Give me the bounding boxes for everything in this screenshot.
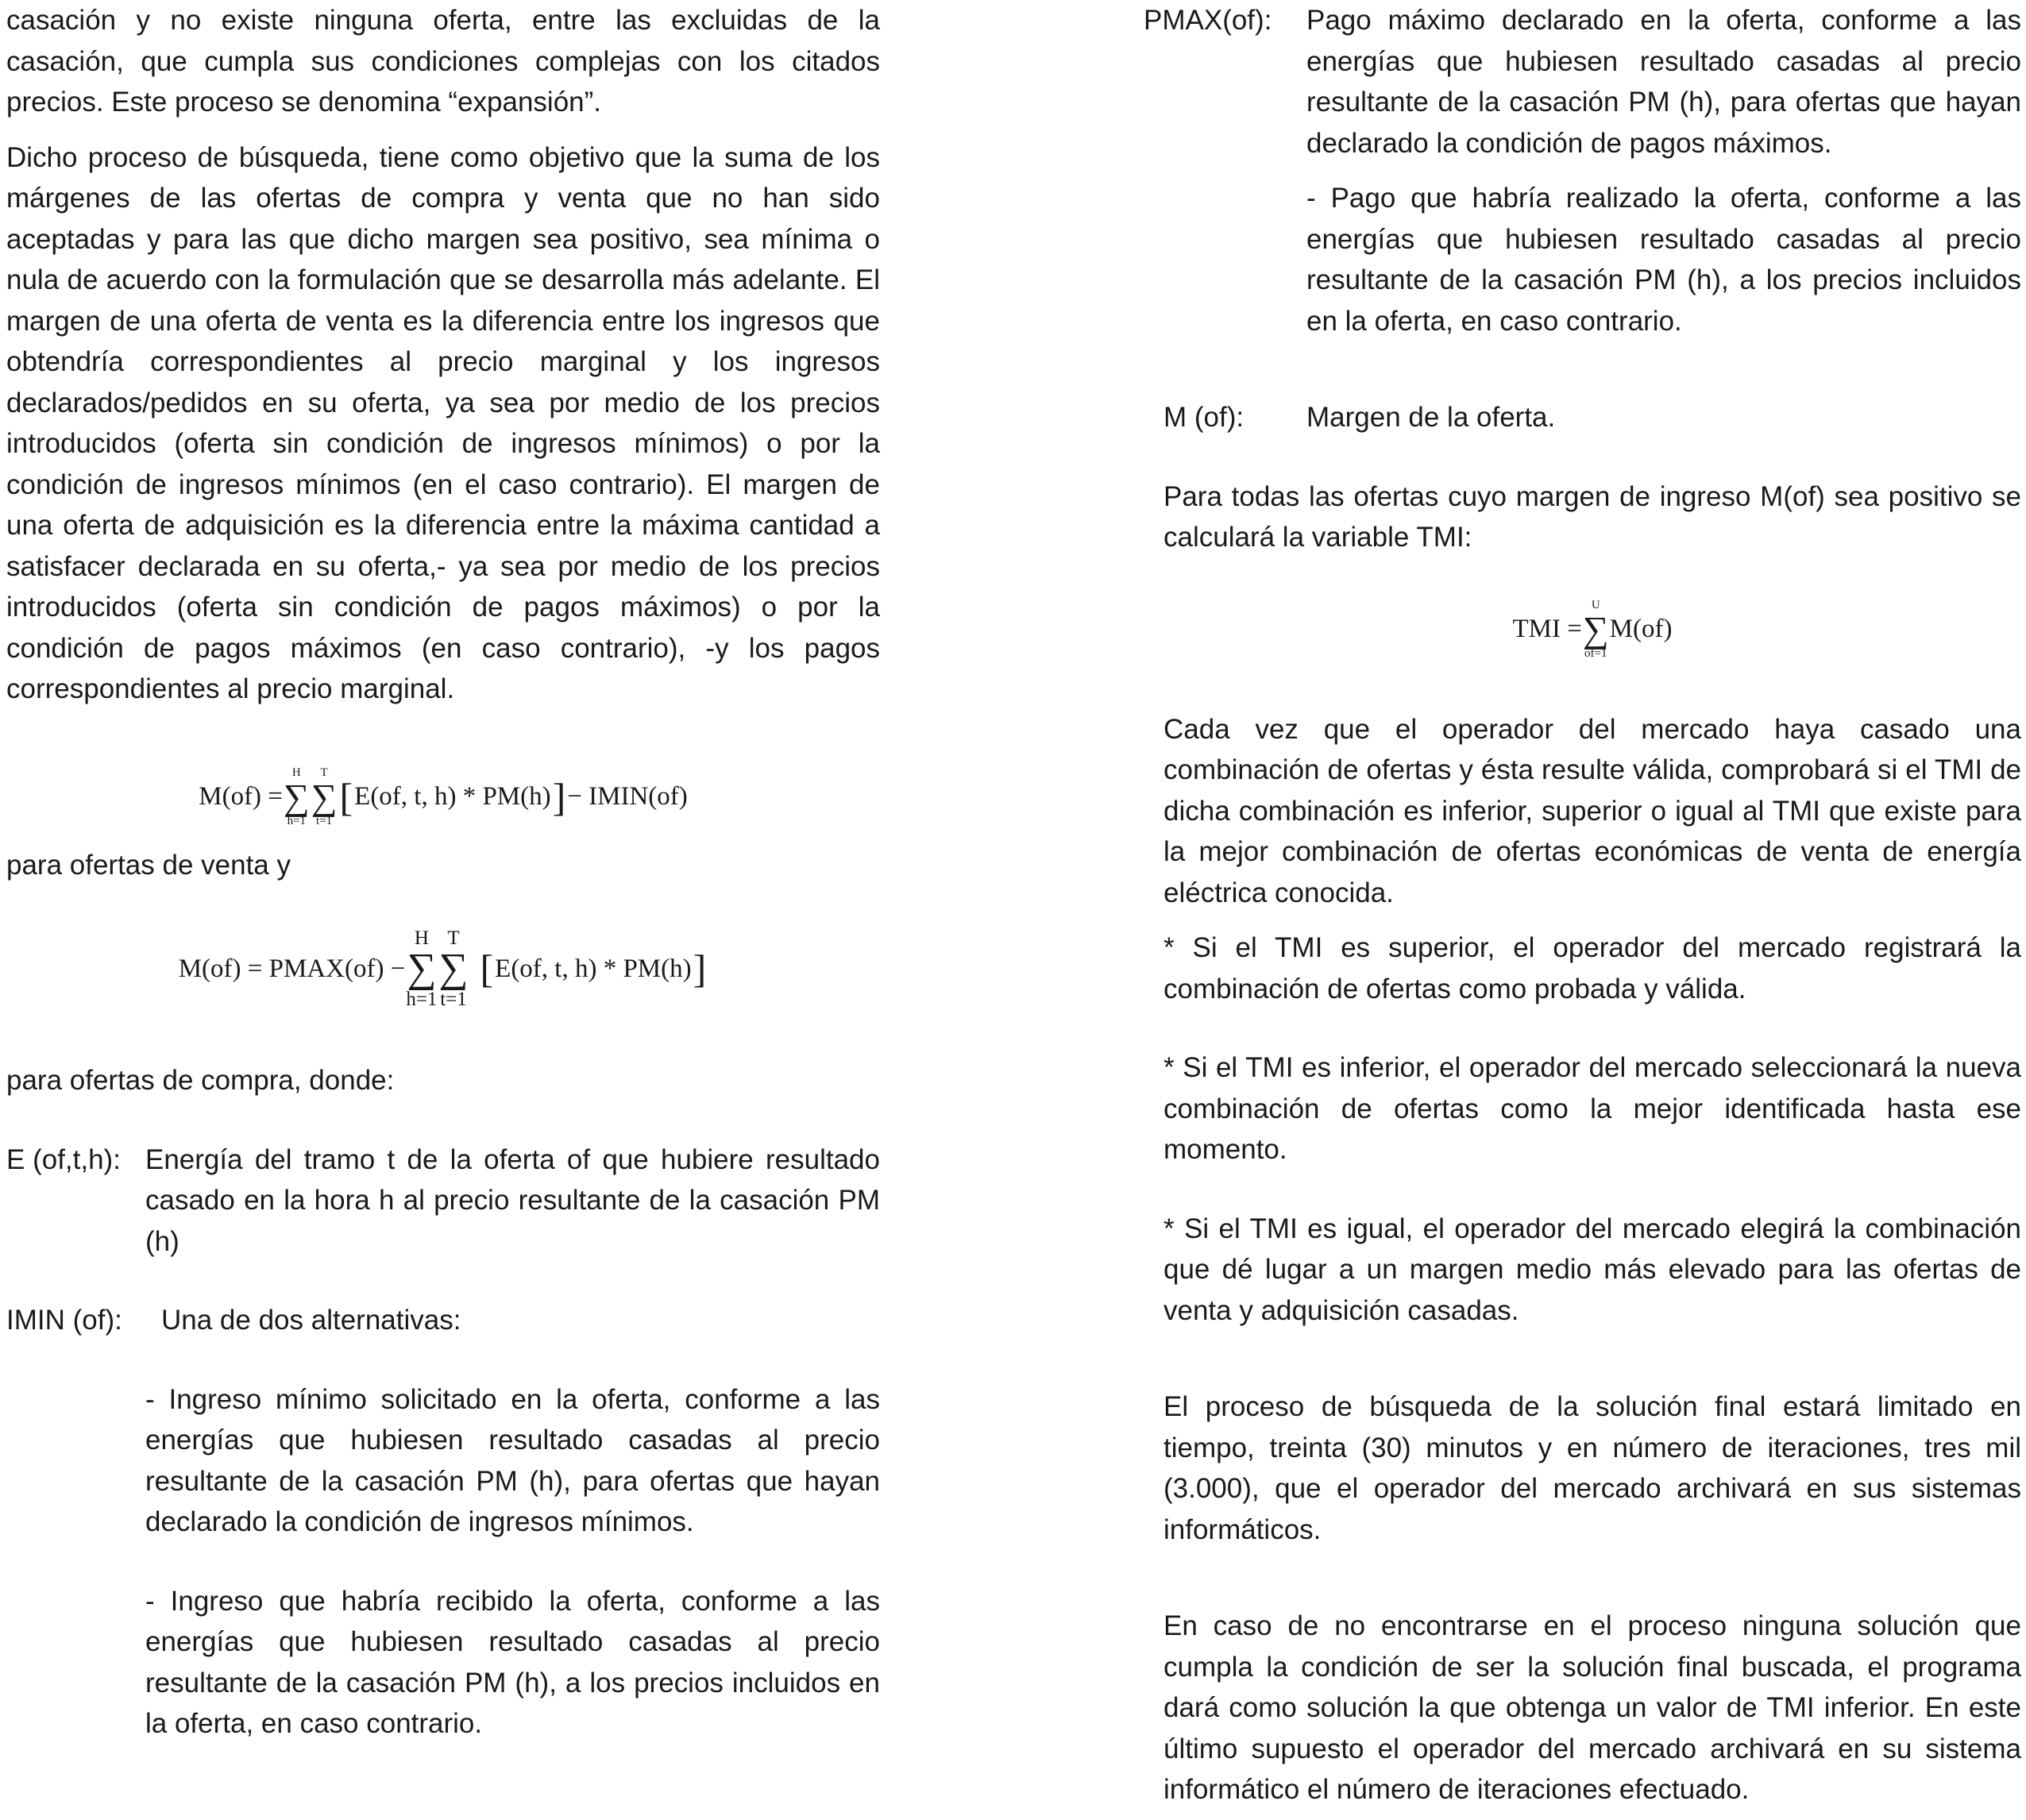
definition-term: IMIN (of):	[6, 1305, 122, 1336]
definition-term: M (of):	[1164, 402, 1245, 433]
bullet-igual: * Si el TMI es igual, el operador del mercado elegirá la combinación que dé lugar a un margen medio más elevado para las ofertas de venta y adquisición casadas.	[1164, 1213, 2021, 1326]
pmax-alternative-b: - Pago que habría realizado la oferta, conforme a las energías que hubiesen resultado casadas al precio resultante de la casación PM (h), a los precios incluidos en la oferta, en caso contrario.	[1306, 183, 2021, 337]
definition-desc: Margen de la oferta.	[1306, 402, 1556, 433]
summation-h: H ∑ h=1	[283, 765, 310, 827]
text-para-venta: para ofertas de venta y	[6, 849, 291, 881]
right-column	[1144, 0, 2021, 1810]
summation-of: U ∑ of=1	[1582, 598, 1609, 660]
imin-alternative-a: - Ingreso mínimo solicitado en la oferta, conforme a las energías que hubiesen resultado casadas al precio resultante de la casación PM (h), para ofertas que hayan declarado la condición de ingresos mínimos.	[145, 1383, 880, 1537]
formula-lhs: M(of) = PMAX(of) −	[178, 954, 406, 983]
definition-desc: Energía del tramo t de la oferta of que hubiere resultado casado en la hora h al precio resultante de la casación PM (h)	[145, 1143, 880, 1257]
formula-margen-venta: M(of) = H ∑ h=1 T ∑ t=1 [ E(of, t, h) * PM(h) ] − IMIN(of)	[199, 765, 688, 827]
paragraph-expansion: casación y no existe ninguna oferta, entre las excluidas de la casación, que cumpla sus condiciones complejas con los citados precios. Este proceso se denomina “expansión”.	[6, 5, 880, 118]
summation-t: T ∑ t=1	[438, 927, 469, 1010]
paragraph-proceso: El proceso de búsqueda de la solución final estará limitado en tiempo, treinta (30) minutos y en número de iteraciones, tres mil (3.000), que el operador del mercado archivará en sus sistemas informáticos.	[1164, 1391, 2021, 1545]
paragraph-en-caso: En caso de no encontrarse en el proceso ninguna solución que cumpla la condición de ser la solución final buscada, el programa dará como solución la que obtenga un valor de TMI inferior. En este último supuesto el operador del mercado archivará en su sistema informático el número de iteraciones efectuado.	[1164, 1610, 2021, 1805]
definition-e	[6, 1139, 880, 1263]
bullet-inferior: * Si el TMI es inferior, el operador del mercado seleccionará la nueva combinación de ofertas como la mejor identificada hasta ese momento.	[1164, 1052, 2021, 1165]
definition-desc: Pago máximo declarado en la oferta, conforme a las energías que hubiesen resultado casadas al precio resultante de la casación PM (h), para ofertas que hayan declarado la condición de pagos máximos.	[1306, 5, 2021, 159]
formula-inner: E(of, t, h) * PM(h)	[354, 782, 551, 811]
bullet-superior: * Si el TMI es superior, el operador del mercado registrará la combinación de ofertas como probada y válida.	[1164, 932, 2021, 1004]
paragraph-tmi: Para todas las ofertas cuyo margen de ingreso M(of) sea positivo se calculará la variable TMI:	[1164, 480, 2021, 553]
definition-desc: Una de dos alternativas:	[161, 1305, 461, 1336]
left-column	[6, 0, 880, 1745]
formula-rhs: M(of)	[1609, 615, 1673, 643]
paragraph-busqueda: Dicho proceso de búsqueda, tiene como objetivo que la suma de los márgenes de las ofertas de compra y venta que no han sido aceptadas y para las que dicho margen sea positivo, sea mínima o nula de acuerdo con la formulación que se desarrolla más adelante. El margen de una oferta de venta es la diferencia entre los ingresos que obtendría correspondientes al precio marginal y los ingresos declarados/pedidos en su oferta, ya sea por medio de los precios introducidos (oferta sin condición de ingresos mínimos) o por la condición de ingresos mínimos (en el caso contrario). El margen de una oferta de adquisición es la diferencia entre la máxima cantidad a satisfacer declarada en su oferta,- ya sea por medio de los precios introducidos (oferta sin condición de pagos máximos) o por la condición de pagos máximos (en caso contrario), -y los pagos correspondientes al precio marginal.	[6, 141, 880, 704]
definition-term: E (of,t,h):	[6, 1143, 121, 1175]
summation-t: T ∑ t=1	[311, 765, 338, 827]
formula-margen-compra: M(of) = PMAX(of) − H ∑ h=1 T ∑ t=1 [ E(of, t, h) * PM(h) ]	[178, 927, 707, 1010]
imin-alternative-b: - Ingreso que habría recibido la oferta, conforme a las energías que hubiesen resultado casadas al precio resultante de la casación PM (h), a los precios incluidos en la oferta, en caso contrario.	[145, 1585, 880, 1739]
definition-m	[1164, 397, 2021, 438]
definition-term: PMAX(of):	[1144, 5, 1272, 36]
definition-imin	[6, 1300, 880, 1341]
formula-inner: E(of, t, h) * PM(h)	[495, 954, 692, 983]
formula-rhs: − IMIN(of)	[567, 782, 688, 811]
formula-lhs: M(of) =	[199, 782, 283, 811]
paragraph-cada-vez: Cada vez que el operador del mercado haya casado una combinación de ofertas y ésta resulte válida, comprobará si el TMI de dicha combinación es inferior, superior o igual al TMI que existe para la mejor combinación de ofertas económicas de venta de energía eléctrica conocida.	[1164, 713, 2021, 908]
formula-tmi	[1164, 582, 2021, 677]
text-para-compra: para ofertas de compra, donde:	[6, 1065, 395, 1096]
formula-lhs: TMI =	[1512, 615, 1582, 643]
definition-pmax	[1144, 0, 2021, 164]
summation-h: H ∑ h=1	[406, 927, 438, 1010]
